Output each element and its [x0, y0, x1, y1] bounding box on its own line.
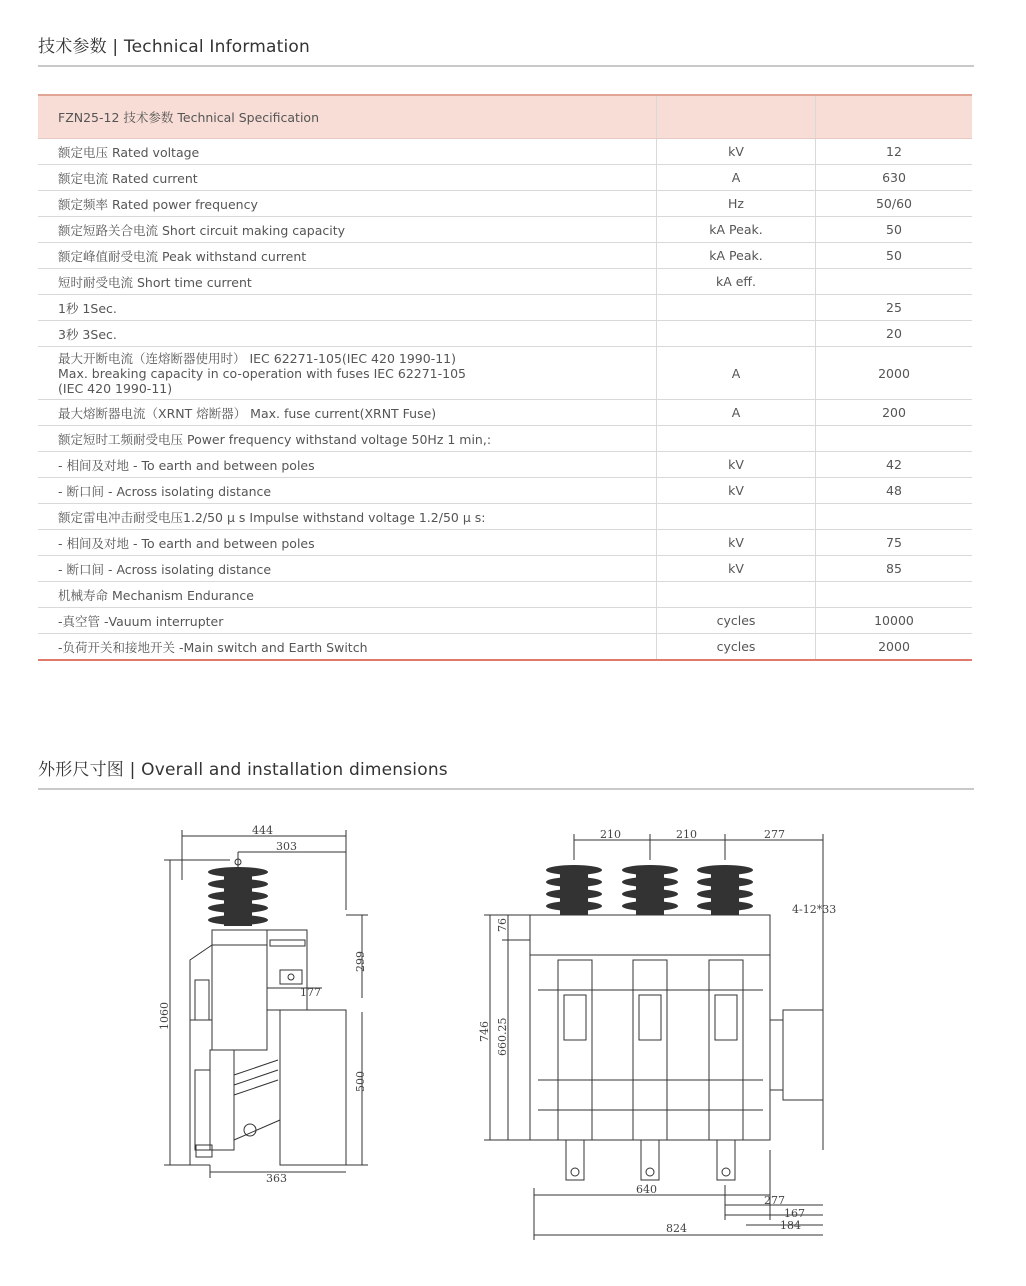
param-cell: 额定短时工频耐受电压 Power frequency withstand voltage 50Hz 1 min,: [38, 426, 657, 452]
param-cell: 机械寿命 Mechanism Endurance [38, 582, 657, 608]
unit-cell: kV [657, 556, 816, 582]
value-cell: 200 [816, 400, 973, 426]
table-row [38, 478, 972, 504]
value-cell: 25 [816, 295, 973, 321]
table-row [38, 504, 972, 530]
unit-cell: Hz [657, 191, 816, 217]
value-cell: 75 [816, 530, 973, 556]
insulator-3 [697, 865, 753, 915]
param-line: 最大开断电流（连熔断器使用时） IEC 62271-105(IEC 420 1990-11) [58, 350, 456, 366]
table-row [38, 191, 972, 217]
table-row [38, 243, 972, 269]
value-cell: 42 [816, 452, 973, 478]
spec-table-header-title: FZN25-12 技术参数 Technical Specification [38, 95, 657, 139]
value-cell: 2000 [816, 347, 973, 400]
table-row [38, 295, 972, 321]
value-cell [816, 582, 973, 608]
spec-table-header-value [816, 95, 973, 139]
unit-cell: cycles [657, 608, 816, 634]
spec-table-header [38, 95, 972, 139]
dim-label: 444 [252, 824, 273, 837]
param-cell: - 相间及对地 - To earth and between poles [38, 530, 657, 556]
unit-cell [657, 295, 816, 321]
value-cell: 2000 [816, 634, 973, 661]
table-row [38, 634, 972, 661]
table-row [38, 426, 972, 452]
spec-table [38, 94, 972, 661]
param-cell: - 断口间 - Across isolating distance [38, 478, 657, 504]
section-divider [38, 65, 974, 67]
dim-label: 824 [666, 1222, 687, 1235]
insulator-1 [546, 865, 602, 915]
dim-label: 210 [676, 828, 697, 841]
dim-label: 277 [764, 828, 785, 841]
dim-label: 363 [266, 1172, 287, 1185]
unit-cell [657, 504, 816, 530]
param-cell: - 断口间 - Across isolating distance [38, 556, 657, 582]
dim-label: 640 [636, 1183, 657, 1196]
table-row [38, 400, 972, 426]
table-row [38, 269, 972, 295]
insulator-2 [622, 865, 678, 915]
param-cell: 3秒 3Sec. [38, 321, 657, 347]
dim-label: 746 [478, 1021, 491, 1042]
dim-label: 76 [496, 918, 509, 932]
value-cell: 10000 [816, 608, 973, 634]
table-row [38, 608, 972, 634]
value-cell [816, 504, 973, 530]
value-cell: 20 [816, 321, 973, 347]
unit-cell: kA Peak. [657, 217, 816, 243]
dim-label: 177 [300, 986, 321, 999]
section-title-dimensions: 外形尺寸图 | Overall and installation dimensions [38, 760, 448, 780]
table-row [38, 452, 972, 478]
dim-label: 303 [276, 840, 297, 853]
side-view-drawing [150, 820, 380, 1195]
table-row [38, 165, 972, 191]
dim-label: 184 [780, 1219, 801, 1232]
dim-label: 210 [600, 828, 621, 841]
table-row [38, 139, 972, 165]
param-line: Max. breaking capacity in co-operation with fuses IEC 62271-105 [58, 365, 467, 381]
table-row [38, 582, 972, 608]
value-cell: 12 [816, 139, 973, 165]
table-row [38, 217, 972, 243]
table-row [38, 347, 972, 400]
spec-table-header-unit [657, 95, 816, 139]
dim-label: 1060 [158, 1002, 171, 1030]
dim-label: 660.25 [496, 1017, 509, 1056]
param-cell: -真空管 -Vauum interrupter [38, 608, 657, 634]
param-cell: 额定电压 Rated voltage [38, 139, 657, 165]
unit-cell [657, 321, 816, 347]
dim-label: 167 [784, 1207, 805, 1220]
param-cell: 额定频率 Rated power frequency [38, 191, 657, 217]
value-cell: 85 [816, 556, 973, 582]
unit-cell: A [657, 165, 816, 191]
param-cell: 短时耐受电流 Short time current [38, 269, 657, 295]
param-line: (IEC 420 1990-11) [58, 380, 173, 396]
front-view-drawing [478, 820, 858, 1240]
unit-cell: cycles [657, 634, 816, 661]
param-cell: -负荷开关和接地开关 -Main switch and Earth Switch [38, 634, 657, 661]
dim-label: 500 [354, 1071, 367, 1092]
unit-cell: A [657, 400, 816, 426]
param-cell: 最大熔断器电流（XRNT 熔断器） Max. fuse current(XRNT Fuse) [38, 400, 657, 426]
param-cell: 额定峰值耐受电流 Peak withstand current [38, 243, 657, 269]
unit-cell: kV [657, 530, 816, 556]
value-cell: 50 [816, 243, 973, 269]
unit-cell: kA eff. [657, 269, 816, 295]
section-title-technical: 技术参数 | Technical Information [38, 37, 311, 57]
value-cell: 50/60 [816, 191, 973, 217]
value-cell: 48 [816, 478, 973, 504]
unit-cell: kV [657, 478, 816, 504]
value-cell [816, 426, 973, 452]
param-cell: 额定雷电冲击耐受电压1.2/50 μ s Impulse withstand voltage 1.2/50 μ s: [38, 504, 657, 530]
value-cell [816, 269, 973, 295]
table-row [38, 530, 972, 556]
unit-cell: kV [657, 452, 816, 478]
dim-label: 4-12*33 [792, 903, 837, 916]
unit-cell: kV [657, 139, 816, 165]
value-cell: 630 [816, 165, 973, 191]
unit-cell: A [657, 347, 816, 400]
unit-cell [657, 582, 816, 608]
section-divider [38, 788, 974, 790]
unit-cell: kA Peak. [657, 243, 816, 269]
param-cell: 额定短路关合电流 Short circuit making capacity [38, 217, 657, 243]
param-cell: 额定电流 Rated current [38, 165, 657, 191]
param-cell: - 相间及对地 - To earth and between poles [38, 452, 657, 478]
unit-cell [657, 426, 816, 452]
param-cell [38, 347, 657, 400]
table-row [38, 321, 972, 347]
param-cell: 1秒 1Sec. [38, 295, 657, 321]
table-row [38, 556, 972, 582]
dim-label: 299 [354, 951, 367, 972]
value-cell: 50 [816, 217, 973, 243]
dim-label: 277 [764, 1194, 785, 1207]
